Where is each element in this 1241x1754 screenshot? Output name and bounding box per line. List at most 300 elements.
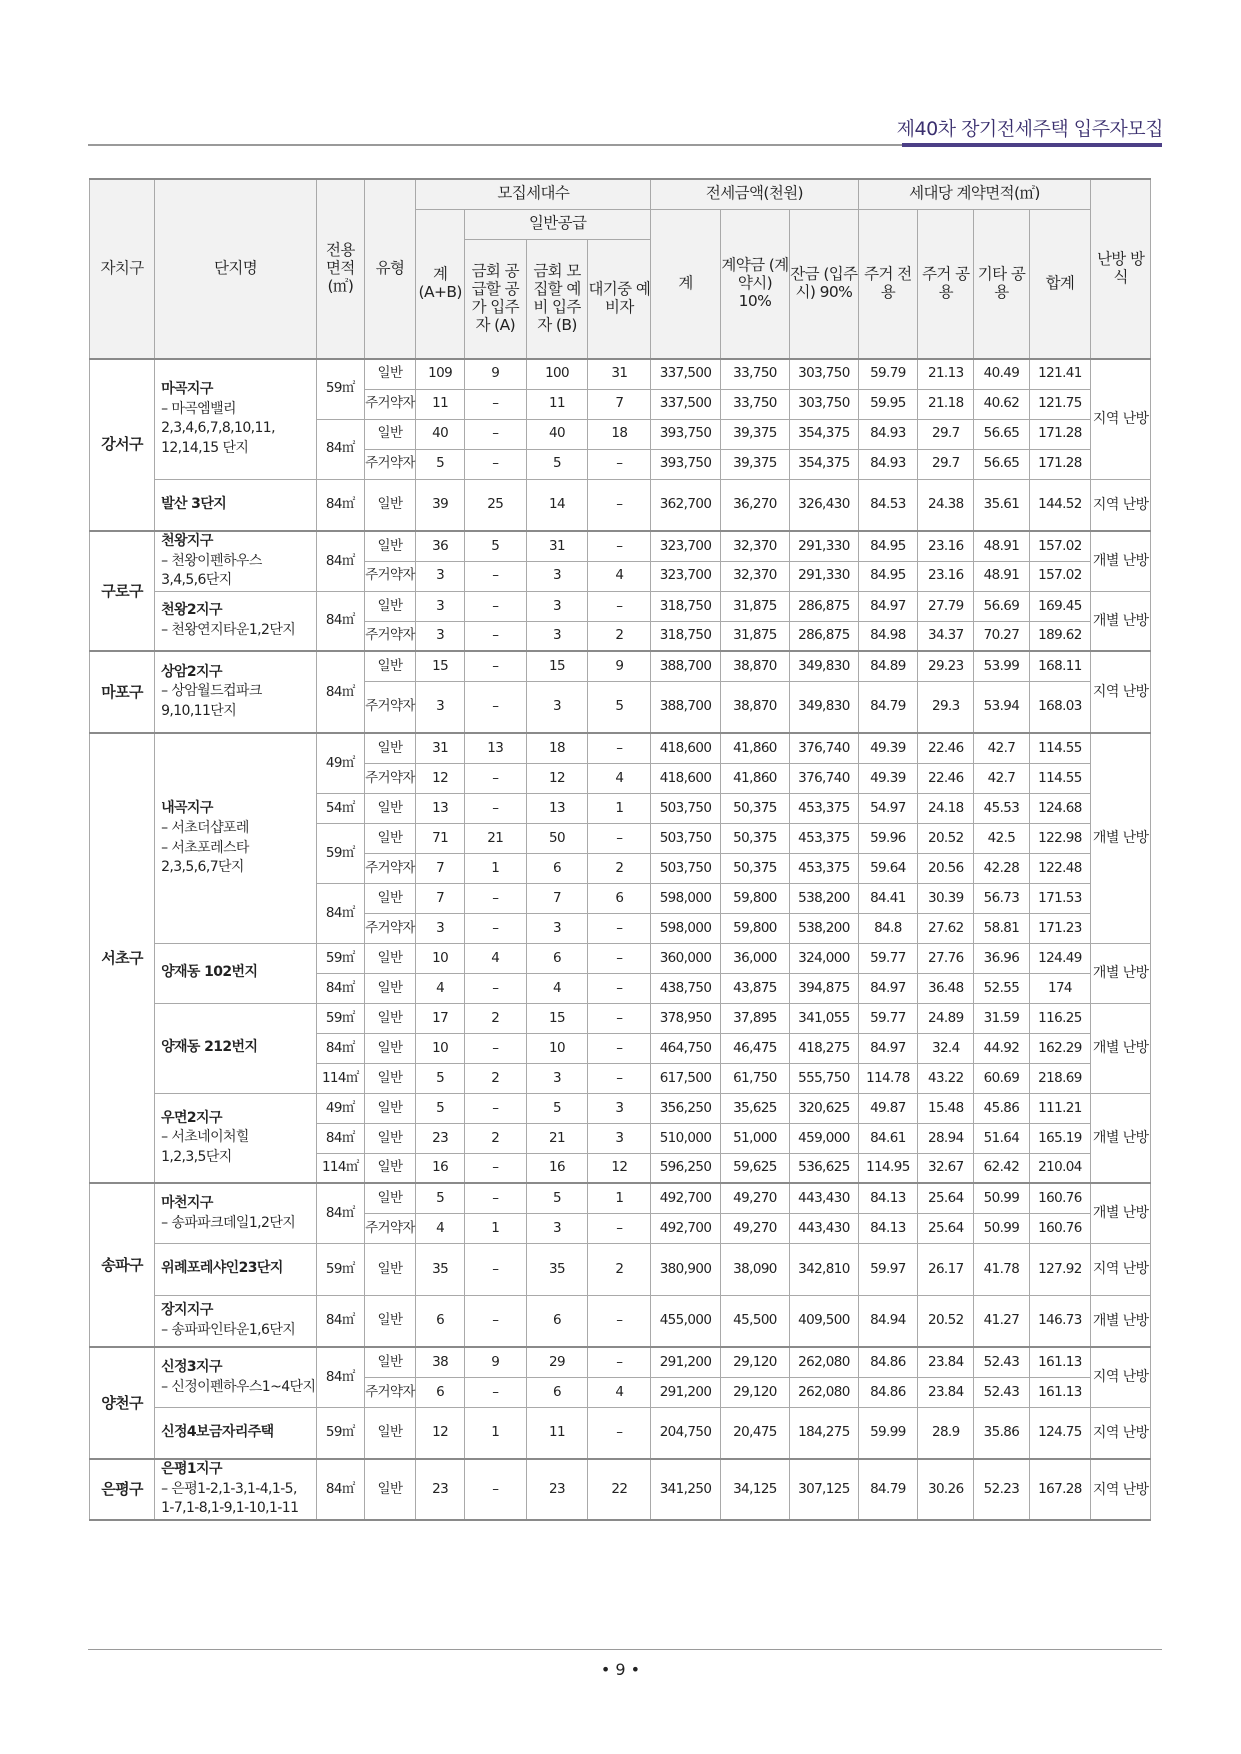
balance-cell: 453,375 [790,853,858,883]
heating-cell: 지역 난방 [1091,1243,1151,1295]
area-sum-cell: 210.04 [1029,1153,1091,1183]
waiting-cell: – [588,1407,651,1459]
area-sum-cell: 168.11 [1029,651,1091,681]
balance-cell: 376,740 [790,763,858,793]
heating-cell: 개별 난방 [1091,1003,1151,1093]
balance-cell: 349,830 [790,651,858,681]
header-dep-total: 계 [651,209,720,359]
balance-cell: 303,750 [790,359,858,389]
total-cell: 7 [416,853,465,883]
other-common-cell: 42.5 [974,823,1029,853]
res-common-cell: 21.13 [918,359,974,389]
waiting-cell: 4 [588,763,651,793]
b-cell: 11 [526,1407,588,1459]
balance-cell: 453,375 [790,823,858,853]
area-sum-cell: 124.49 [1029,943,1091,973]
total-cell: 5 [416,1063,465,1093]
res-excl-cell: 84.53 [858,479,918,531]
total-cell: 6 [416,1295,465,1347]
dep-total-cell: 617,500 [651,1063,720,1093]
type-cell: 일반 [364,591,416,621]
complex-cell [155,943,317,1003]
complex-detail-line: – 천왕연지타운1,2단지 [161,622,296,639]
housing-table-container [89,178,1151,1521]
waiting-cell: 2 [588,853,651,883]
res-excl-cell: 84.97 [858,591,918,621]
table-row [90,531,1151,561]
total-cell: 12 [416,763,465,793]
contract-cell: 34,125 [720,1459,789,1520]
area-sum-cell: 116.25 [1029,1003,1091,1033]
header-deposit: 전세금액(천원) [651,179,858,209]
dep-total-cell: 503,750 [651,823,720,853]
waiting-cell: – [588,913,651,943]
res-excl-cell: 59.99 [858,1407,918,1459]
waiting-cell: 12 [588,1153,651,1183]
a-cell: – [464,419,526,449]
type-cell: 주거약자 [364,561,416,591]
res-common-cell: 34.37 [918,621,974,651]
res-common-cell: 24.89 [918,1003,974,1033]
type-cell: 일반 [364,1243,416,1295]
waiting-cell: – [588,943,651,973]
area-sum-cell: 169.45 [1029,591,1091,621]
dep-total-cell: 291,200 [651,1347,720,1377]
area-cell: 49㎡ [317,1093,364,1123]
res-excl-cell: 84.89 [858,651,918,681]
gu-cell: 강서구 [90,359,155,531]
type-cell: 일반 [364,359,416,389]
complex-detail-line: – 은평1-2,1-3,1-4,1-5, [161,1480,297,1497]
type-cell: 일반 [364,973,416,1003]
total-cell: 4 [416,973,465,1003]
total-cell: 71 [416,823,465,853]
res-excl-cell: 84.79 [858,681,918,733]
heating-cell: 개별 난방 [1091,1093,1151,1183]
contract-cell: 61,750 [720,1063,789,1093]
complex-name: 마천지구 [161,1194,213,1211]
complex-name: 양재동 212번지 [161,1039,258,1056]
waiting-cell: 7 [588,389,651,419]
total-cell: 38 [416,1347,465,1377]
area-sum-cell: 146.73 [1029,1295,1091,1347]
complex-cell [155,479,317,531]
complex-name: 신정4보금자리주택 [161,1424,274,1441]
contract-cell: 45,500 [720,1295,789,1347]
complex-name: 천왕2지구 [161,602,222,619]
b-cell: 4 [526,973,588,1003]
contract-cell: 33,750 [720,389,789,419]
balance-cell: 538,200 [790,883,858,913]
res-common-cell: 30.26 [918,1459,974,1520]
dep-total-cell: 596,250 [651,1153,720,1183]
balance-cell: 443,430 [790,1213,858,1243]
waiting-cell: – [588,1003,651,1033]
b-cell: 15 [526,1003,588,1033]
dep-total-cell: 464,750 [651,1033,720,1063]
dep-total-cell: 323,700 [651,531,720,561]
complex-name: 내곡지구 [161,800,213,817]
contract-cell: 38,870 [720,651,789,681]
other-common-cell: 62.42 [974,1153,1029,1183]
res-excl-cell: 59.97 [858,1243,918,1295]
a-cell: – [464,389,526,419]
res-common-cell: 25.64 [918,1213,974,1243]
complex-detail-line: – 신정이펜하우스1~4단지 [161,1378,316,1395]
b-cell: 16 [526,1153,588,1183]
total-cell: 3 [416,913,465,943]
res-common-cell: 20.56 [918,853,974,883]
res-excl-cell: 84.98 [858,621,918,651]
area-sum-cell: 161.13 [1029,1377,1091,1407]
header-a: 금회 공급할 공가 입주자 (A) [464,239,526,359]
res-excl-cell: 84.93 [858,449,918,479]
header-heating: 난방 방식 [1091,179,1151,359]
res-common-cell: 36.48 [918,973,974,1003]
complex-detail-line: 1,2,3,5단지 [161,1148,232,1165]
area-sum-cell: 122.48 [1029,853,1091,883]
a-cell: 2 [464,1123,526,1153]
area-sum-cell: 124.75 [1029,1407,1091,1459]
header-area-group: 세대당 계약면적(㎡) [858,179,1091,209]
other-common-cell: 41.78 [974,1243,1029,1295]
total-cell: 10 [416,943,465,973]
type-cell: 일반 [364,531,416,561]
contract-cell: 59,800 [720,913,789,943]
complex-detail-line: 2,3,4,6,7,8,10,11, [161,420,275,437]
dep-total-cell: 323,700 [651,561,720,591]
waiting-cell: 4 [588,561,651,591]
a-cell: 9 [464,1347,526,1377]
balance-cell: 394,875 [790,973,858,1003]
b-cell: 5 [526,1093,588,1123]
a-cell: 9 [464,359,526,389]
total-cell: 5 [416,1183,465,1213]
other-common-cell: 52.23 [974,1459,1029,1520]
total-cell: 109 [416,359,465,389]
type-cell: 주거약자 [364,449,416,479]
dep-total-cell: 503,750 [651,793,720,823]
a-cell: – [464,883,526,913]
other-common-cell: 56.69 [974,591,1029,621]
a-cell: 1 [464,1407,526,1459]
contract-cell: 50,375 [720,853,789,883]
res-common-cell: 20.52 [918,823,974,853]
area-cell: 59㎡ [317,823,364,883]
header-recruit: 모집세대수 [416,179,651,209]
a-cell: – [464,449,526,479]
waiting-cell: 3 [588,1093,651,1123]
res-excl-cell: 84.95 [858,561,918,591]
complex-cell [155,733,317,943]
total-cell: 39 [416,479,465,531]
area-sum-cell: 171.23 [1029,913,1091,943]
header-waiting: 대기중 예비자 [588,239,651,359]
balance-cell: 536,625 [790,1153,858,1183]
area-sum-cell: 127.92 [1029,1243,1091,1295]
table-row [90,479,1151,531]
total-cell: 13 [416,793,465,823]
contract-cell: 31,875 [720,621,789,651]
balance-cell: 443,430 [790,1183,858,1213]
area-cell: 84㎡ [317,1347,364,1407]
area-sum-cell: 124.68 [1029,793,1091,823]
contract-cell: 43,875 [720,973,789,1003]
complex-detail-line: – 서초더샵포레 [161,819,249,836]
a-cell: – [464,1033,526,1063]
type-cell: 일반 [364,823,416,853]
a-cell: – [464,913,526,943]
res-excl-cell: 84.86 [858,1347,918,1377]
area-sum-cell: 114.55 [1029,733,1091,763]
area-sum-cell: 114.55 [1029,763,1091,793]
res-excl-cell: 84.13 [858,1183,918,1213]
total-cell: 3 [416,681,465,733]
res-excl-cell: 84.94 [858,1295,918,1347]
other-common-cell: 51.64 [974,1123,1029,1153]
res-excl-cell: 84.97 [858,1033,918,1063]
heating-cell: 개별 난방 [1091,733,1151,943]
area-cell: 84㎡ [317,591,364,651]
area-sum-cell: 165.19 [1029,1123,1091,1153]
area-sum-cell: 121.41 [1029,359,1091,389]
footer-divider [88,1649,1162,1650]
a-cell: – [464,591,526,621]
a-cell: – [464,1093,526,1123]
table-row [90,1003,1151,1033]
dep-total-cell: 438,750 [651,973,720,1003]
waiting-cell: – [588,1295,651,1347]
heating-cell: 개별 난방 [1091,943,1151,1003]
area-sum-cell: 162.29 [1029,1033,1091,1063]
total-cell: 17 [416,1003,465,1033]
area-sum-cell: 218.69 [1029,1063,1091,1093]
waiting-cell: 18 [588,419,651,449]
a-cell: 1 [464,1213,526,1243]
other-common-cell: 41.27 [974,1295,1029,1347]
heating-cell: 지역 난방 [1091,479,1151,531]
other-common-cell: 40.49 [974,359,1029,389]
res-excl-cell: 84.61 [858,1123,918,1153]
complex-cell [155,1003,317,1093]
balance-cell: 354,375 [790,449,858,479]
complex-detail-line: 3,4,5,6단지 [161,572,232,589]
type-cell: 일반 [364,733,416,763]
other-common-cell: 42.7 [974,733,1029,763]
complex-detail-line: 12,14,15 단지 [161,439,249,456]
contract-cell: 37,895 [720,1003,789,1033]
other-common-cell: 56.65 [974,449,1029,479]
balance-cell: 354,375 [790,419,858,449]
complex-name: 은평1지구 [161,1461,222,1478]
complex-detail-line: – 서초네이처힐 [161,1129,249,1146]
b-cell: 14 [526,479,588,531]
complex-cell [155,359,317,479]
other-common-cell: 40.62 [974,389,1029,419]
balance-cell: 459,000 [790,1123,858,1153]
area-sum-cell: 111.21 [1029,1093,1091,1123]
contract-cell: 46,475 [720,1033,789,1063]
table-row [90,1093,1151,1123]
res-common-cell: 43.22 [918,1063,974,1093]
other-common-cell: 35.61 [974,479,1029,531]
res-common-cell: 29.7 [918,419,974,449]
complex-detail-line: 1-7,1-8,1-9,1-10,1-11 [161,1500,299,1517]
b-cell: 7 [526,883,588,913]
area-cell: 84㎡ [317,1459,364,1520]
area-cell: 84㎡ [317,1123,364,1153]
a-cell: 13 [464,733,526,763]
area-sum-cell: 174 [1029,973,1091,1003]
res-common-cell: 27.76 [918,943,974,973]
area-cell: 84㎡ [317,479,364,531]
header-res-common: 주거 공용 [918,209,974,359]
res-excl-cell: 49.39 [858,763,918,793]
res-common-cell: 32.67 [918,1153,974,1183]
a-cell: – [464,1377,526,1407]
balance-cell: 555,750 [790,1063,858,1093]
area-sum-cell: 122.98 [1029,823,1091,853]
other-common-cell: 52.55 [974,973,1029,1003]
res-common-cell: 29.7 [918,449,974,479]
other-common-cell: 58.81 [974,913,1029,943]
gu-cell: 양천구 [90,1347,155,1459]
a-cell: – [464,1295,526,1347]
res-common-cell: 30.39 [918,883,974,913]
area-cell: 84㎡ [317,651,364,733]
complex-name: 발산 3단지 [161,495,227,512]
table-row [90,651,1151,681]
contract-cell: 32,370 [720,561,789,591]
area-sum-cell: 157.02 [1029,531,1091,561]
waiting-cell: 22 [588,1459,651,1520]
contract-cell: 29,120 [720,1347,789,1377]
contract-cell: 59,625 [720,1153,789,1183]
contract-cell: 39,375 [720,419,789,449]
waiting-cell: – [588,823,651,853]
waiting-cell: – [588,479,651,531]
complex-detail-line: – 상암월드컵파크 [161,683,262,700]
balance-cell: 342,810 [790,1243,858,1295]
table-row [90,733,1151,763]
area-cell: 114㎡ [317,1153,364,1183]
res-excl-cell: 59.77 [858,1003,918,1033]
area-cell: 49㎡ [317,733,364,793]
b-cell: 6 [526,853,588,883]
type-cell: 일반 [364,651,416,681]
area-sum-cell: 171.53 [1029,883,1091,913]
balance-cell: 303,750 [790,389,858,419]
balance-cell: 262,080 [790,1377,858,1407]
total-cell: 15 [416,651,465,681]
res-common-cell: 23.84 [918,1347,974,1377]
area-cell: 84㎡ [317,1295,364,1347]
res-common-cell: 25.64 [918,1183,974,1213]
dep-total-cell: 418,600 [651,733,720,763]
b-cell: 40 [526,419,588,449]
gu-cell: 마포구 [90,651,155,733]
balance-cell: 291,330 [790,531,858,561]
dep-total-cell: 380,900 [651,1243,720,1295]
a-cell: 2 [464,1063,526,1093]
contract-cell: 31,875 [720,591,789,621]
type-cell: 일반 [364,1033,416,1063]
dep-total-cell: 388,700 [651,681,720,733]
area-sum-cell: 160.76 [1029,1213,1091,1243]
complex-name: 우면2지구 [161,1109,222,1126]
dep-total-cell: 503,750 [651,853,720,883]
dep-total-cell: 418,600 [651,763,720,793]
other-common-cell: 44.92 [974,1033,1029,1063]
b-cell: 6 [526,1295,588,1347]
dep-total-cell: 360,000 [651,943,720,973]
other-common-cell: 56.65 [974,419,1029,449]
dep-total-cell: 492,700 [651,1183,720,1213]
complex-cell [155,1347,317,1407]
area-sum-cell: 161.13 [1029,1347,1091,1377]
b-cell: 6 [526,1377,588,1407]
res-common-cell: 24.38 [918,479,974,531]
area-sum-cell: 171.28 [1029,449,1091,479]
b-cell: 23 [526,1459,588,1520]
a-cell: 21 [464,823,526,853]
total-cell: 5 [416,449,465,479]
a-cell: 4 [464,943,526,973]
dep-total-cell: 510,000 [651,1123,720,1153]
dep-total-cell: 378,950 [651,1003,720,1033]
waiting-cell: – [588,591,651,621]
complex-name: 신정3지구 [161,1358,222,1375]
res-excl-cell: 84.93 [858,419,918,449]
type-cell: 일반 [364,1459,416,1520]
contract-cell: 32,370 [720,531,789,561]
dep-total-cell: 356,250 [651,1093,720,1123]
a-cell: – [464,651,526,681]
res-excl-cell: 59.77 [858,943,918,973]
res-excl-cell: 84.13 [858,1213,918,1243]
res-common-cell: 28.94 [918,1123,974,1153]
balance-cell: 453,375 [790,793,858,823]
b-cell: 21 [526,1123,588,1153]
contract-cell: 36,270 [720,479,789,531]
res-excl-cell: 49.87 [858,1093,918,1123]
total-cell: 3 [416,561,465,591]
balance-cell: 409,500 [790,1295,858,1347]
other-common-cell: 48.91 [974,561,1029,591]
res-excl-cell: 54.97 [858,793,918,823]
balance-cell: 262,080 [790,1347,858,1377]
contract-cell: 20,475 [720,1407,789,1459]
table-row [90,1243,1151,1295]
a-cell: 5 [464,531,526,561]
contract-cell: 29,120 [720,1377,789,1407]
a-cell: 25 [464,479,526,531]
waiting-cell: 1 [588,1183,651,1213]
balance-cell: 320,625 [790,1093,858,1123]
complex-cell [155,1183,317,1243]
heating-cell: 지역 난방 [1091,359,1151,479]
complex-name: 마곡지구 [161,381,213,398]
type-cell: 일반 [364,479,416,531]
contract-cell: 49,270 [720,1183,789,1213]
table-row [90,1183,1151,1213]
other-common-cell: 50.99 [974,1213,1029,1243]
balance-cell: 326,430 [790,479,858,531]
area-sum-cell: 121.75 [1029,389,1091,419]
dep-total-cell: 337,500 [651,389,720,419]
complex-cell [155,1295,317,1347]
type-cell: 일반 [364,883,416,913]
